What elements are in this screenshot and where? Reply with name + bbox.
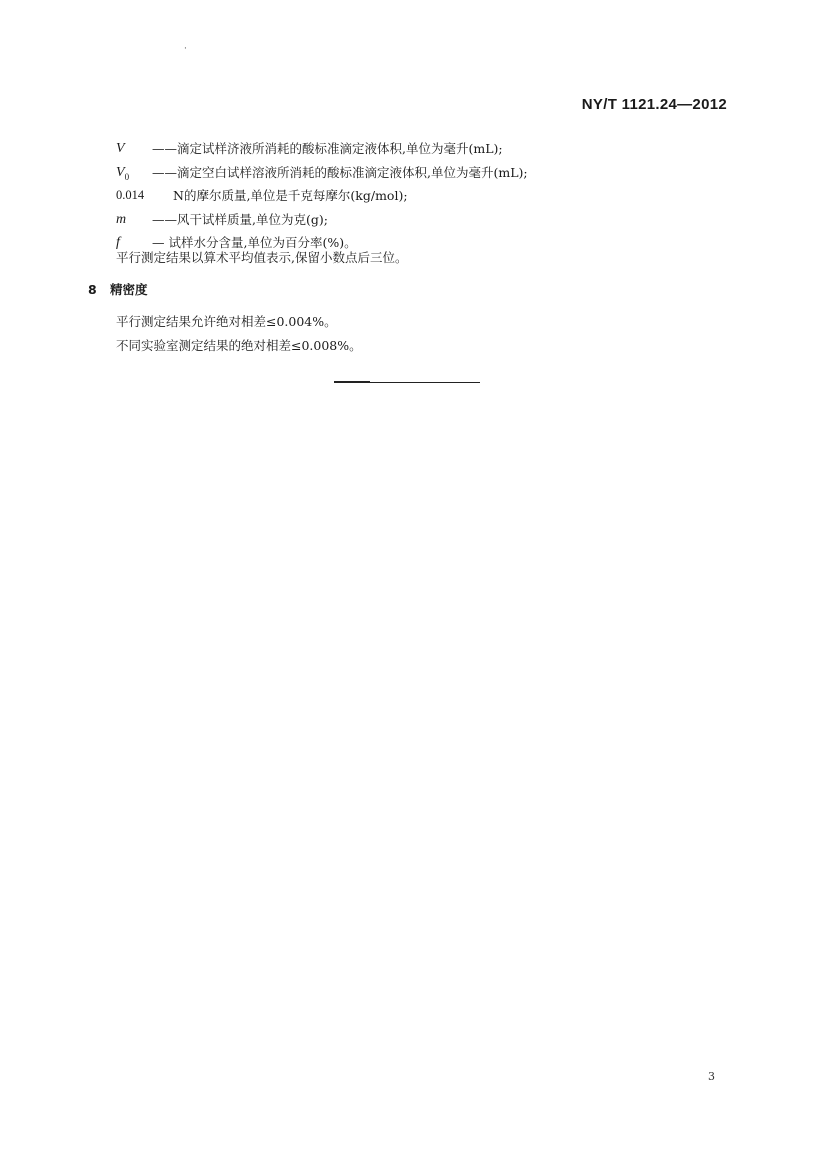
constant-value: 0.014	[116, 188, 145, 202]
variable-symbol: f	[116, 235, 120, 250]
precision-line-parallel: 平行测定结果允许绝对相差≤0.004%。	[116, 314, 337, 329]
end-of-document-rule	[334, 382, 480, 383]
definition-row-v0	[116, 161, 528, 185]
definition-row-m	[116, 208, 528, 232]
section-title: 精密度	[110, 282, 148, 297]
section-heading	[88, 280, 148, 298]
variable-description: ——滴定空白试样溶液所消耗的酸标准滴定液体积,单位为毫升(mL);	[152, 164, 528, 180]
precision-line-interlab: 不同实验室测定结果的绝对相差≤0.008%。	[116, 338, 362, 353]
page-number: 3	[708, 1070, 715, 1083]
variable-subscript: 0	[124, 171, 130, 182]
section-number: 8	[88, 282, 97, 297]
definition-row-constant	[116, 184, 528, 208]
definition-row-v	[116, 137, 528, 161]
variable-definitions	[116, 137, 528, 255]
standard-code-header: NY/T 1121.24—2012	[581, 96, 727, 113]
variable-symbol: V	[116, 141, 125, 156]
variable-symbol: m	[116, 211, 127, 227]
variable-symbol: $V_0$	[116, 164, 130, 182]
variable-description: ——风干试样质量,单位为克(g);	[152, 211, 328, 227]
result-note: 平行测定结果以算术平均值表示,保留小数点后三位。	[116, 250, 408, 265]
variable-description: — 试样水分含量,单位为百分率(%)。	[152, 235, 357, 250]
variable-description: ——滴定试样济液所消耗的酸标准滴定液体积,单位为毫升(mL);	[152, 141, 503, 156]
scan-speck: ·	[184, 44, 187, 54]
variable-description: N的摩尔质量,单位是千克每摩尔(kg/mol);	[173, 188, 408, 203]
